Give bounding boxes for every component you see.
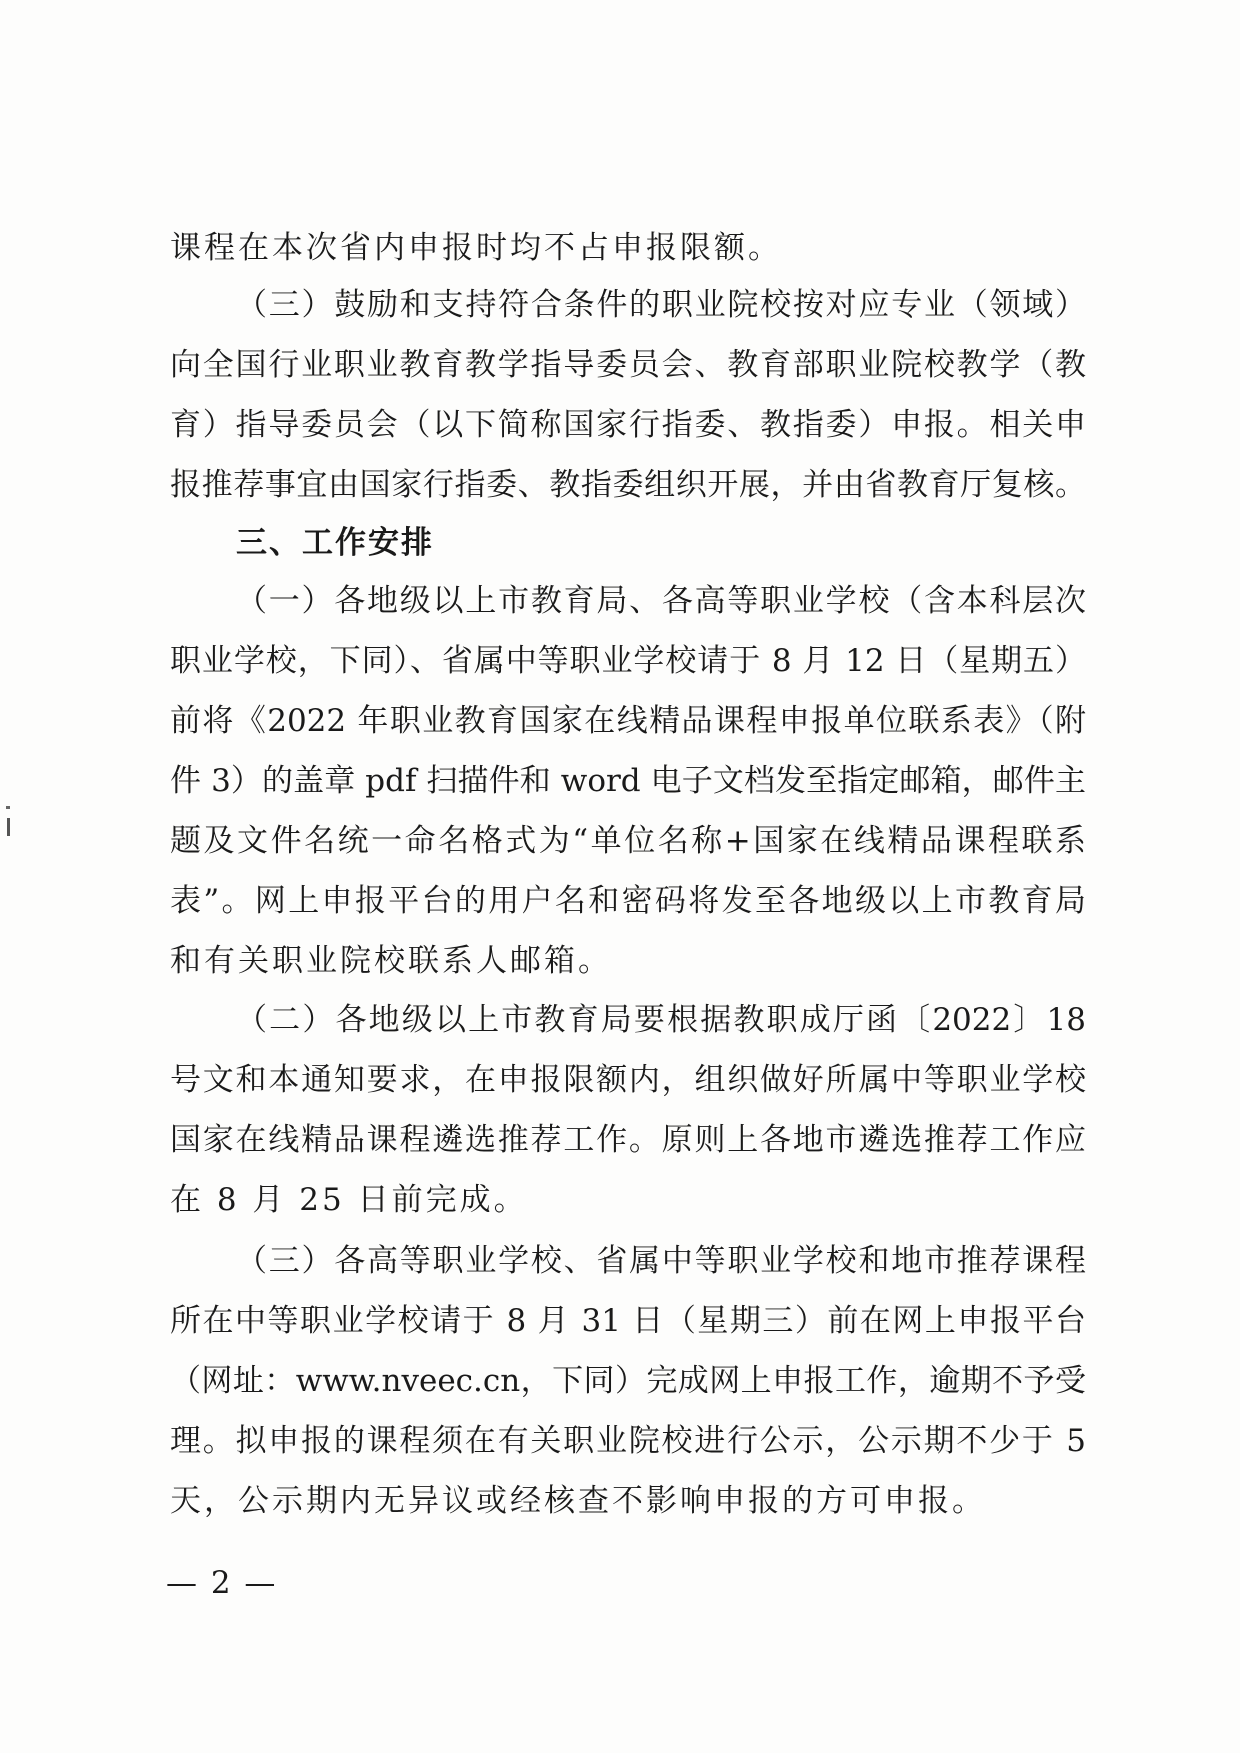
paragraph-line: 和有关职业院校联系人邮箱。	[170, 943, 612, 979]
paragraph-line: 育）指导委员会（以下简称国家行指委、教指委）申报。相关申	[170, 407, 1086, 443]
paragraph-line: （一）各地级以上市教育局、各高等职业学校（含本科层次	[236, 583, 1086, 619]
paragraph-line: （三）鼓励和支持符合条件的职业院校按对应专业（领域）	[236, 287, 1086, 323]
paragraph-line: 件 3）的盖章 pdf 扫描件和 word 电子文档发至指定邮箱，邮件主	[170, 763, 1086, 799]
paragraph-line: 表”。网上申报平台的用户名和密码将发至各地级以上市教育局	[170, 883, 1086, 919]
paragraph-line: 在 8 月 25 日前完成。	[170, 1182, 528, 1218]
paragraph-line: 课程在本次省内申报时均不占申报限额。	[170, 230, 782, 266]
paragraph-line: 天，公示期内无异议或经核查不影响申报的方可申报。	[170, 1483, 986, 1519]
paragraph-line: 国家在线精品课程遴选推荐工作。原则上各地市遴选推荐工作应	[170, 1122, 1086, 1158]
paragraph-line: 所在中等职业学校请于 8 月 31 日（星期三）前在网上申报平台	[170, 1303, 1086, 1339]
paragraph-line: 向全国行业职业教育教学指导委员会、教育部职业院校教学（教	[170, 347, 1086, 383]
paragraph-line: 职业学校，下同）、省属中等职业学校请于 8 月 12 日（星期五）	[170, 643, 1086, 679]
page-number: — 2 —	[166, 1565, 278, 1601]
paragraph-line: （网址：www.nveec.cn，下同）完成网上申报工作，逾期不予受	[170, 1363, 1086, 1399]
section-heading: 三、工作安排	[236, 525, 434, 561]
paragraph-line: （二）各地级以上市教育局要根据教职成厅函〔2022〕18	[236, 1002, 1086, 1038]
paragraph-line: （三）各高等职业学校、省属中等职业学校和地市推荐课程	[236, 1243, 1086, 1279]
paragraph-line: 前将《2022 年职业教育国家在线精品课程申报单位联系表》（附	[170, 703, 1086, 739]
binding-dot	[6, 806, 10, 809]
paragraph-line: 号文和本通知要求，在申报限额内，组织做好所属中等职业学校	[170, 1062, 1086, 1098]
paragraph-line: 理。拟申报的课程须在有关职业院校进行公示，公示期不少于 5	[170, 1423, 1086, 1459]
paragraph-line: 报推荐事宜由国家行指委、教指委组织开展，并由省教育厅复核。	[170, 467, 1086, 503]
binding-mark	[7, 818, 10, 836]
paragraph-line: 题及文件名统一命名格式为“单位名称+国家在线精品课程联系	[170, 823, 1086, 859]
